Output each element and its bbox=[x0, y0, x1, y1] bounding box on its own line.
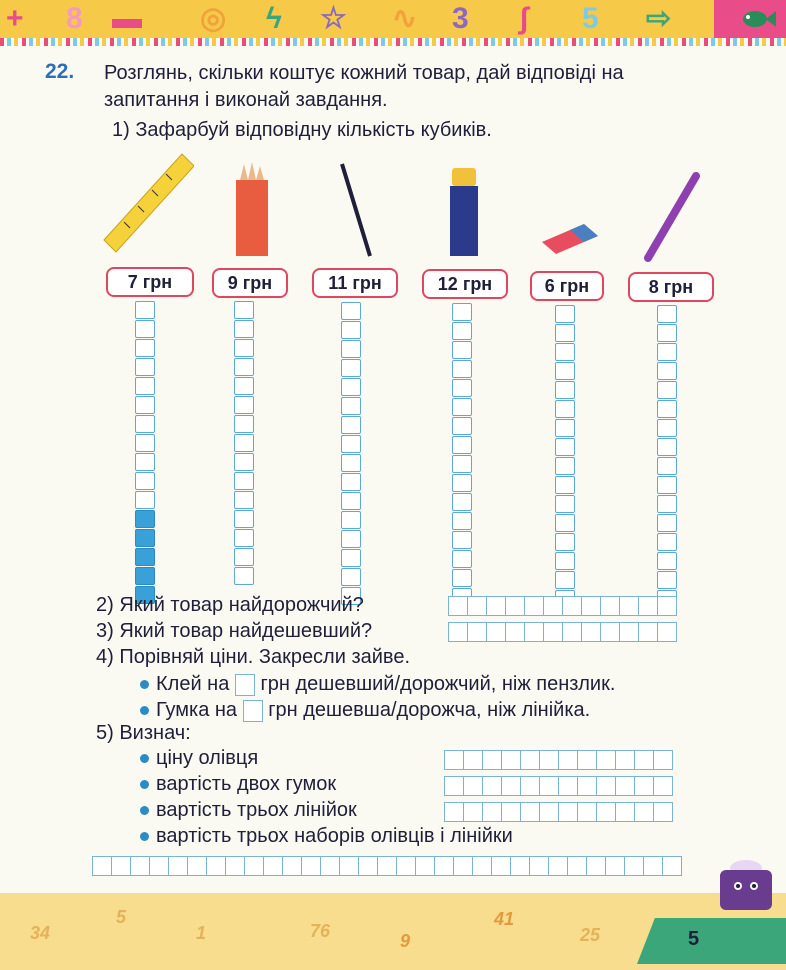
cube-cell[interactable] bbox=[555, 324, 575, 342]
answer-cell[interactable] bbox=[600, 596, 620, 616]
answer-cell[interactable] bbox=[524, 596, 544, 616]
answer-cell[interactable] bbox=[282, 856, 302, 876]
cube-cell[interactable] bbox=[452, 322, 472, 340]
bullet-icon bbox=[140, 754, 149, 763]
cube-cell[interactable] bbox=[341, 511, 361, 529]
cube-cell[interactable] bbox=[234, 358, 254, 376]
cube-cell[interactable] bbox=[555, 571, 575, 589]
cube-cell[interactable] bbox=[135, 358, 155, 376]
cube-cell[interactable] bbox=[234, 529, 254, 547]
cube-cell[interactable] bbox=[341, 549, 361, 567]
question-4: 4) Порівняй ціни. Закресли зайве. bbox=[96, 646, 411, 668]
question-5b: вартість двох гумок bbox=[156, 773, 337, 795]
answer-cell[interactable] bbox=[377, 856, 397, 876]
pencils-icon bbox=[234, 158, 270, 258]
answer-cell[interactable] bbox=[520, 802, 540, 822]
answer-cell[interactable] bbox=[562, 596, 582, 616]
cube-cell[interactable] bbox=[341, 473, 361, 491]
answer-cell[interactable] bbox=[558, 802, 578, 822]
question-5a: ціну олівця bbox=[156, 747, 259, 769]
header-wave-glyph: ∿ bbox=[392, 2, 418, 35]
answer-grid-q2[interactable] bbox=[448, 596, 676, 614]
answer-cell[interactable] bbox=[615, 802, 635, 822]
cube-cell[interactable] bbox=[452, 398, 472, 416]
answer-cell[interactable] bbox=[505, 622, 525, 642]
cube-cell[interactable] bbox=[555, 343, 575, 361]
answer-cell[interactable] bbox=[472, 856, 492, 876]
bullet-icon bbox=[140, 806, 149, 815]
fish-icon bbox=[738, 6, 778, 32]
answer-cell[interactable] bbox=[619, 622, 639, 642]
answer-cell[interactable] bbox=[301, 856, 321, 876]
answer-cell[interactable] bbox=[524, 622, 544, 642]
header-minus-glyph: ▬ bbox=[112, 2, 142, 35]
cube-cell[interactable] bbox=[341, 378, 361, 396]
dotted-border bbox=[0, 38, 786, 46]
answer-cell[interactable] bbox=[543, 596, 563, 616]
header-plus-glyph: + bbox=[6, 2, 24, 35]
answer-cell[interactable] bbox=[662, 856, 682, 876]
cube-stack-ruler bbox=[135, 301, 155, 605]
q4a-suffix: грн дешевший/дорожчий, ніж пензлик. bbox=[260, 673, 616, 695]
cube-cell[interactable] bbox=[657, 400, 677, 418]
bullet-icon bbox=[140, 780, 149, 789]
bullet-icon bbox=[140, 706, 149, 715]
answer-cell[interactable] bbox=[486, 596, 506, 616]
cube-cell[interactable] bbox=[657, 324, 677, 342]
answer-cell[interactable] bbox=[130, 856, 150, 876]
answer-cell[interactable] bbox=[463, 750, 483, 770]
cube-cell[interactable] bbox=[452, 512, 472, 530]
answer-cell[interactable] bbox=[482, 802, 502, 822]
cube-cell[interactable] bbox=[657, 476, 677, 494]
answer-cell[interactable] bbox=[187, 856, 207, 876]
cube-cell[interactable] bbox=[234, 453, 254, 471]
cube-cell[interactable] bbox=[555, 305, 575, 323]
answer-cell[interactable] bbox=[244, 856, 264, 876]
answer-cell[interactable] bbox=[501, 802, 521, 822]
answer-cell[interactable] bbox=[529, 856, 549, 876]
cube-cell[interactable] bbox=[657, 343, 677, 361]
answer-cell[interactable] bbox=[577, 776, 597, 796]
price-tag-ruler: 7 грн bbox=[106, 267, 194, 297]
cube-cell[interactable] bbox=[135, 396, 155, 414]
task-number: 22. bbox=[45, 60, 75, 83]
footer-number: 9 bbox=[400, 931, 411, 951]
answer-cell[interactable] bbox=[562, 622, 582, 642]
footer-number: 34 bbox=[30, 923, 51, 943]
cube-cell[interactable] bbox=[135, 339, 155, 357]
cube-cell[interactable] bbox=[555, 495, 575, 513]
cube-cell[interactable] bbox=[555, 457, 575, 475]
answer-cell[interactable] bbox=[586, 856, 606, 876]
answer-cell[interactable] bbox=[605, 856, 625, 876]
cube-cell[interactable] bbox=[452, 474, 472, 492]
cube-cell[interactable] bbox=[135, 301, 155, 319]
glue-icon bbox=[446, 166, 482, 258]
footer-number: 25 bbox=[580, 925, 601, 945]
answer-cell[interactable] bbox=[638, 596, 658, 616]
cube-cell[interactable] bbox=[555, 400, 575, 418]
cube-cell[interactable] bbox=[555, 438, 575, 456]
answer-cell[interactable] bbox=[467, 622, 487, 642]
cube-cell[interactable] bbox=[657, 533, 677, 551]
question-3: 3) Який товар найдешевший? bbox=[96, 620, 373, 642]
ruler-icon bbox=[102, 150, 194, 260]
answer-cell[interactable] bbox=[168, 856, 188, 876]
answer-cell[interactable] bbox=[539, 802, 559, 822]
cube-cell[interactable] bbox=[555, 362, 575, 380]
task-step1: 1) Зафарбуй відповідну кількість кубиків. bbox=[112, 119, 492, 141]
answer-cell[interactable] bbox=[596, 776, 616, 796]
question-4a bbox=[156, 671, 615, 697]
eraser-icon bbox=[540, 220, 600, 256]
price-tag-pencils: 9 грн bbox=[212, 268, 288, 298]
answer-cell[interactable] bbox=[581, 622, 601, 642]
q4b-suffix: грн дешевша/дорожча, ніж лінійка. bbox=[268, 699, 591, 721]
answer-cell[interactable] bbox=[510, 856, 530, 876]
answer-cell[interactable] bbox=[539, 776, 559, 796]
cube-cell[interactable] bbox=[135, 510, 155, 528]
answer-cell[interactable] bbox=[501, 750, 521, 770]
answer-cell[interactable] bbox=[448, 622, 468, 642]
cube-cell[interactable] bbox=[234, 377, 254, 395]
answer-cell[interactable] bbox=[339, 856, 359, 876]
answer-cell[interactable] bbox=[520, 776, 540, 796]
cube-cell[interactable] bbox=[657, 362, 677, 380]
answer-cell[interactable] bbox=[482, 750, 502, 770]
cube-stack-glue bbox=[452, 303, 472, 607]
header-three-glyph: 3 bbox=[452, 2, 469, 35]
cube-cell[interactable] bbox=[657, 552, 677, 570]
cube-cell[interactable] bbox=[452, 417, 472, 435]
cube-cell[interactable] bbox=[452, 569, 472, 587]
cube-stack-pencils bbox=[234, 301, 254, 586]
cube-cell[interactable] bbox=[657, 457, 677, 475]
answer-cell[interactable] bbox=[486, 622, 506, 642]
answer-cell[interactable] bbox=[624, 856, 644, 876]
answer-cell[interactable] bbox=[434, 856, 454, 876]
cube-cell[interactable] bbox=[452, 303, 472, 321]
cube-cell[interactable] bbox=[135, 548, 155, 566]
cube-cell[interactable] bbox=[234, 339, 254, 357]
cube-cell[interactable] bbox=[657, 571, 677, 589]
cube-cell[interactable] bbox=[234, 548, 254, 566]
cube-cell[interactable] bbox=[555, 552, 575, 570]
cube-cell[interactable] bbox=[234, 415, 254, 433]
cube-cell[interactable] bbox=[452, 436, 472, 454]
cube-cell[interactable] bbox=[135, 434, 155, 452]
cube-cell[interactable] bbox=[135, 415, 155, 433]
cube-cell[interactable] bbox=[657, 419, 677, 437]
cube-cell[interactable] bbox=[341, 359, 361, 377]
cube-cell[interactable] bbox=[657, 381, 677, 399]
answer-cell[interactable] bbox=[505, 596, 525, 616]
answer-cell[interactable] bbox=[634, 776, 654, 796]
cube-cell[interactable] bbox=[555, 514, 575, 532]
cube-stack-eraser bbox=[555, 305, 575, 609]
header-digit-glyph: 8 bbox=[66, 2, 83, 35]
cube-cell[interactable] bbox=[452, 550, 472, 568]
answer-cell[interactable] bbox=[638, 622, 658, 642]
cube-cell[interactable] bbox=[341, 530, 361, 548]
header-curl-glyph: ∫ bbox=[520, 2, 529, 35]
answer-cell[interactable] bbox=[596, 750, 616, 770]
cube-cell[interactable] bbox=[234, 567, 254, 585]
cube-cell[interactable] bbox=[555, 476, 575, 494]
header-band bbox=[0, 0, 786, 38]
answer-grid-q3[interactable] bbox=[448, 622, 676, 640]
cube-cell[interactable] bbox=[555, 381, 575, 399]
answer-cell[interactable] bbox=[653, 776, 673, 796]
cube-cell[interactable] bbox=[234, 396, 254, 414]
pen-icon bbox=[640, 172, 700, 264]
bullet-icon bbox=[140, 832, 149, 841]
answer-grid-q5a[interactable] bbox=[444, 750, 672, 768]
header-arrow-glyph: ⇨ bbox=[646, 2, 672, 35]
answer-cell[interactable] bbox=[634, 750, 654, 770]
answer-cell[interactable] bbox=[596, 802, 616, 822]
cube-cell[interactable] bbox=[452, 360, 472, 378]
q4a-prefix: Клей на bbox=[156, 673, 230, 695]
q4b-prefix: Гумка на bbox=[156, 699, 238, 721]
answer-cell[interactable] bbox=[653, 750, 673, 770]
answer-cell[interactable] bbox=[453, 856, 473, 876]
answer-cell[interactable] bbox=[358, 856, 378, 876]
cube-cell[interactable] bbox=[341, 568, 361, 586]
answer-cell[interactable] bbox=[320, 856, 340, 876]
answer-cell[interactable] bbox=[581, 596, 601, 616]
header-five-glyph: 5 bbox=[582, 2, 599, 35]
answer-cell[interactable] bbox=[634, 802, 654, 822]
question-5: 5) Визнач: bbox=[96, 722, 191, 744]
answer-cell[interactable] bbox=[558, 776, 578, 796]
answer-cell[interactable] bbox=[567, 856, 587, 876]
cube-cell[interactable] bbox=[135, 567, 155, 585]
answer-grid-q5b[interactable] bbox=[444, 776, 672, 794]
header-zigzag-glyph: ϟ bbox=[266, 2, 282, 35]
cube-cell[interactable] bbox=[135, 453, 155, 471]
cube-cell[interactable] bbox=[135, 472, 155, 490]
answer-box-q4a[interactable] bbox=[235, 674, 255, 696]
bullet-icon bbox=[140, 680, 149, 689]
cube-cell[interactable] bbox=[234, 510, 254, 528]
cube-cell[interactable] bbox=[234, 472, 254, 490]
answer-cell[interactable] bbox=[463, 802, 483, 822]
header-spiral-glyph: ◎ bbox=[200, 2, 227, 35]
answer-cell[interactable] bbox=[444, 776, 464, 796]
answer-cell[interactable] bbox=[463, 776, 483, 796]
cube-cell[interactable] bbox=[234, 434, 254, 452]
answer-cell[interactable] bbox=[396, 856, 416, 876]
answer-cell[interactable] bbox=[548, 856, 568, 876]
answer-cell[interactable] bbox=[577, 802, 597, 822]
cube-cell[interactable] bbox=[341, 492, 361, 510]
cube-cell[interactable] bbox=[341, 416, 361, 434]
cube-cell[interactable] bbox=[341, 454, 361, 472]
answer-cell[interactable] bbox=[206, 856, 226, 876]
answer-cell[interactable] bbox=[657, 622, 677, 642]
price-tag-pen: 8 грн bbox=[628, 272, 714, 302]
answer-cell[interactable] bbox=[543, 622, 563, 642]
answer-cell[interactable] bbox=[653, 802, 673, 822]
task-intro-line2: запитання і виконай завдання. bbox=[104, 89, 388, 111]
answer-cell[interactable] bbox=[619, 596, 639, 616]
cube-cell[interactable] bbox=[341, 340, 361, 358]
question-5d: вартість трьох наборів олівців і лінійки bbox=[156, 825, 513, 847]
header-star-glyph: ☆ bbox=[320, 2, 347, 35]
cube-cell[interactable] bbox=[135, 377, 155, 395]
answer-cell[interactable] bbox=[149, 856, 169, 876]
cube-cell[interactable] bbox=[657, 305, 677, 323]
price-tag-glue: 12 грн bbox=[422, 269, 508, 299]
price-tag-eraser: 6 грн bbox=[530, 271, 604, 301]
cube-cell[interactable] bbox=[341, 435, 361, 453]
cube-cell[interactable] bbox=[341, 397, 361, 415]
answer-grid-q5c[interactable] bbox=[444, 802, 672, 820]
answer-cell[interactable] bbox=[615, 776, 635, 796]
footer-number: 41 bbox=[494, 909, 515, 929]
page-number: 5 bbox=[688, 928, 700, 950]
footer-number: 5 bbox=[116, 907, 127, 927]
cube-cell[interactable] bbox=[555, 533, 575, 551]
cube-cell[interactable] bbox=[341, 302, 361, 320]
price-tag-brush: 11 грн bbox=[312, 268, 398, 298]
cube-cell[interactable] bbox=[555, 419, 575, 437]
cube-stack-pen bbox=[657, 305, 677, 609]
question-4b bbox=[156, 697, 590, 723]
footer-number: 1 bbox=[196, 923, 207, 943]
answer-cell[interactable] bbox=[467, 596, 487, 616]
answer-cell[interactable] bbox=[92, 856, 112, 876]
answer-cell[interactable] bbox=[415, 856, 435, 876]
cube-cell[interactable] bbox=[135, 320, 155, 338]
answer-cell[interactable] bbox=[615, 750, 635, 770]
task-intro-line1: Розглянь, скільки коштує кожний товар, дай відповіді на bbox=[104, 62, 624, 84]
answer-cell[interactable] bbox=[111, 856, 131, 876]
answer-cell[interactable] bbox=[539, 750, 559, 770]
brush-icon bbox=[336, 160, 376, 260]
cube-cell[interactable] bbox=[341, 321, 361, 339]
cube-cell[interactable] bbox=[452, 531, 472, 549]
cube-cell[interactable] bbox=[452, 379, 472, 397]
answer-cell[interactable] bbox=[448, 596, 468, 616]
cube-cell[interactable] bbox=[234, 301, 254, 319]
header-corner bbox=[714, 0, 786, 38]
answer-cell[interactable] bbox=[491, 856, 511, 876]
answer-cell[interactable] bbox=[482, 776, 502, 796]
answer-cell[interactable] bbox=[577, 750, 597, 770]
answer-cell[interactable] bbox=[657, 596, 677, 616]
cube-stack-brush bbox=[341, 302, 361, 606]
monster-icon bbox=[716, 860, 776, 912]
answer-cell[interactable] bbox=[444, 802, 464, 822]
footer-number: 76 bbox=[310, 921, 331, 941]
cube-cell[interactable] bbox=[135, 491, 155, 509]
question-2: 2) Який товар найдорожчий? bbox=[96, 594, 364, 616]
cube-cell[interactable] bbox=[452, 493, 472, 511]
cube-cell[interactable] bbox=[135, 529, 155, 547]
answer-cell[interactable] bbox=[520, 750, 540, 770]
question-5c: вартість трьох лінійок bbox=[156, 799, 357, 821]
answer-cell[interactable] bbox=[558, 750, 578, 770]
cube-cell[interactable] bbox=[452, 341, 472, 359]
cube-cell[interactable] bbox=[234, 320, 254, 338]
answer-cell[interactable] bbox=[263, 856, 283, 876]
answer-cell[interactable] bbox=[225, 856, 245, 876]
cube-cell[interactable] bbox=[657, 438, 677, 456]
answer-cell[interactable] bbox=[643, 856, 663, 876]
cube-cell[interactable] bbox=[657, 514, 677, 532]
cube-cell[interactable] bbox=[657, 495, 677, 513]
cube-cell[interactable] bbox=[234, 491, 254, 509]
page-badge bbox=[637, 918, 786, 964]
answer-box-q4b[interactable] bbox=[243, 700, 263, 722]
answer-cell[interactable] bbox=[444, 750, 464, 770]
answer-grid-q5d[interactable] bbox=[92, 856, 681, 874]
answer-cell[interactable] bbox=[600, 622, 620, 642]
answer-cell[interactable] bbox=[501, 776, 521, 796]
cube-cell[interactable] bbox=[452, 455, 472, 473]
